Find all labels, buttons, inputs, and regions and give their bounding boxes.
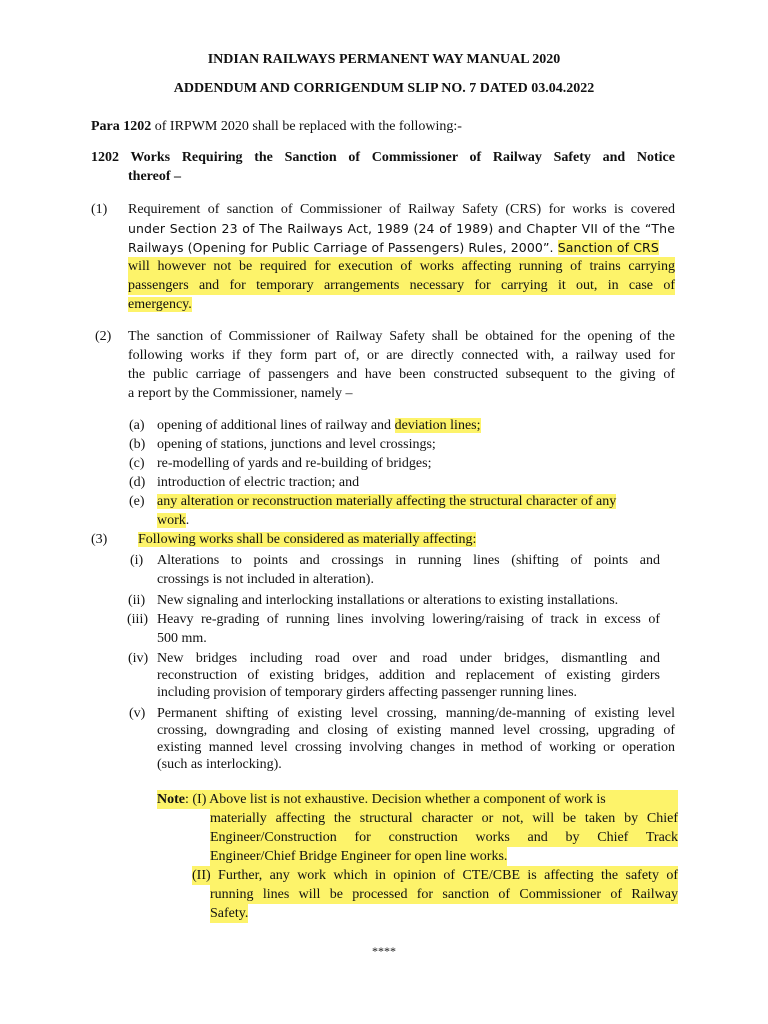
note-line: Engineer/Construction for construction works and by Chief Track (210, 830, 678, 845)
sub-item-label: (ii) (128, 593, 146, 608)
sub-item-v: crossing, downgrading and closing of existing manned level crossing, upgrading of (157, 723, 675, 738)
note-line: running lines will be processed for sanction of Commissioner of Railway (210, 887, 678, 902)
item-2-line: The sanction of Commissioner of Railway Safety shall be obtained for the opening of the (128, 329, 675, 344)
sub-item-v: (such as interlocking). (157, 757, 282, 772)
sub-item-iv: reconstruction of existing bridges, addition and replacement of existing girders (157, 668, 660, 683)
sub-item-label: (v) (129, 706, 146, 721)
highlighted-text: will however not be required for execution of works affecting running of trains carrying (128, 259, 675, 274)
highlighted-text: work (157, 513, 186, 528)
note-line: Note: (I) Above list is not exhaustive. Decision whether a component of work is (157, 790, 678, 809)
sub-item-iii: 500 mm. (157, 631, 207, 646)
item-1-number: (1) (91, 202, 108, 217)
note-line: materially affecting the structural character or not, will be taken by Chief (210, 811, 678, 826)
sub-item-label: (c) (129, 456, 145, 471)
sub-item-c: re-modelling of yards and re-building of bridges; (157, 456, 432, 471)
highlighted-text: deviation lines; (394, 418, 481, 433)
sub-item-label: (i) (130, 553, 144, 568)
item-3-heading (138, 530, 476, 549)
end-mark: **** (372, 944, 396, 958)
note-line: Engineer/Chief Bridge Engineer for open line works. (210, 849, 508, 864)
sub-item-label: (d) (129, 475, 146, 490)
sub-item-iv: New bridges including road over and road under bridges, dismantling and (157, 651, 660, 666)
intro-text: of IRPWM 2020 shall be replaced with the following:- (151, 119, 462, 134)
item-1-line (128, 295, 192, 314)
sub-item-i: crossings is not included in alteration). (157, 572, 374, 587)
item-2-number: (2) (95, 329, 112, 344)
sub-item-v: Permanent shifting of existing level crossing, manning/de-manning of existing level (157, 706, 675, 721)
intro-line (91, 117, 462, 136)
note-line: (II) Further, any work which in opinion of CTE/CBE is affecting the safety of (192, 868, 678, 883)
section-heading-line2: thereof – (128, 169, 181, 184)
highlighted-text: any alteration or reconstruction materially affecting the structural character of any (157, 494, 617, 509)
sub-item-d: introduction of electric traction; and (157, 475, 360, 490)
item-1-line: Requirement of sanction of Commissioner of Railway Safety (CRS) for works is covered (128, 202, 675, 217)
sub-item-label: (iii) (127, 612, 148, 627)
item-2-line: a report by the Commissioner, namely – (128, 386, 353, 401)
note-label: Note (157, 792, 185, 807)
item-3-number: (3) (91, 532, 108, 547)
highlighted-text: Sanction of CRS (557, 240, 659, 255)
highlighted-text: passengers and for temporary arrangements necessary for carrying it out, in case of (128, 278, 675, 293)
note-line: Safety. (210, 906, 249, 921)
sub-item-label: (b) (129, 437, 146, 452)
item-2-line: the public carriage of passengers and have been constructed subsequent to the giving of (128, 367, 675, 382)
highlighted-text: emergency. (128, 297, 192, 312)
sub-item-label: (iv) (128, 651, 149, 666)
sub-item-v: existing manned level crossing involving changes in method of working or operation (157, 740, 675, 755)
document-title: INDIAN RAILWAYS PERMANENT WAY MANUAL 2020 (207, 52, 561, 67)
sub-item-iv: including provision of temporary girders affecting passenger running lines. (157, 685, 578, 700)
item-1-line: under Section 23 of The Railways Act, 1989 (24 of 1989) and Chapter VII of the “The (128, 221, 675, 236)
document-subtitle: ADDENDUM AND CORRIGENDUM SLIP NO. 7 DATED 03.04.2022 (173, 81, 595, 96)
section-heading-line1: 1202 Works Requiring the Sanction of Commissioner of Railway Safety and Notice (91, 150, 675, 165)
sub-item-iii: Heavy re-grading of running lines involving lowering/raising of track in excess of (157, 612, 660, 627)
sub-item-ii: New signaling and interlocking installations or alterations to existing installations. (157, 593, 619, 608)
sub-item-a: opening of additional lines of railway and deviation lines; (157, 418, 481, 433)
sub-item-i: Alterations to points and crossings in running lines (shifting of points and (157, 553, 660, 568)
sub-item-e (157, 492, 616, 511)
sub-item-label: (a) (129, 418, 145, 433)
sub-item-label: (e) (129, 494, 145, 509)
sub-item-e: work. (157, 513, 190, 528)
sub-item-b: opening of stations, junctions and level crossings; (157, 437, 436, 452)
item-2-line: following works if they form part of, or are directly connected with, a railway used for (128, 348, 675, 363)
para-reference: Para 1202 (91, 119, 152, 134)
highlighted-text: Following works shall be considered as materially affecting: (138, 532, 477, 547)
item-1-line: Railways (Opening for Public Carriage of Passengers) Rules, 2000”. Sanction of CRS (128, 240, 659, 255)
